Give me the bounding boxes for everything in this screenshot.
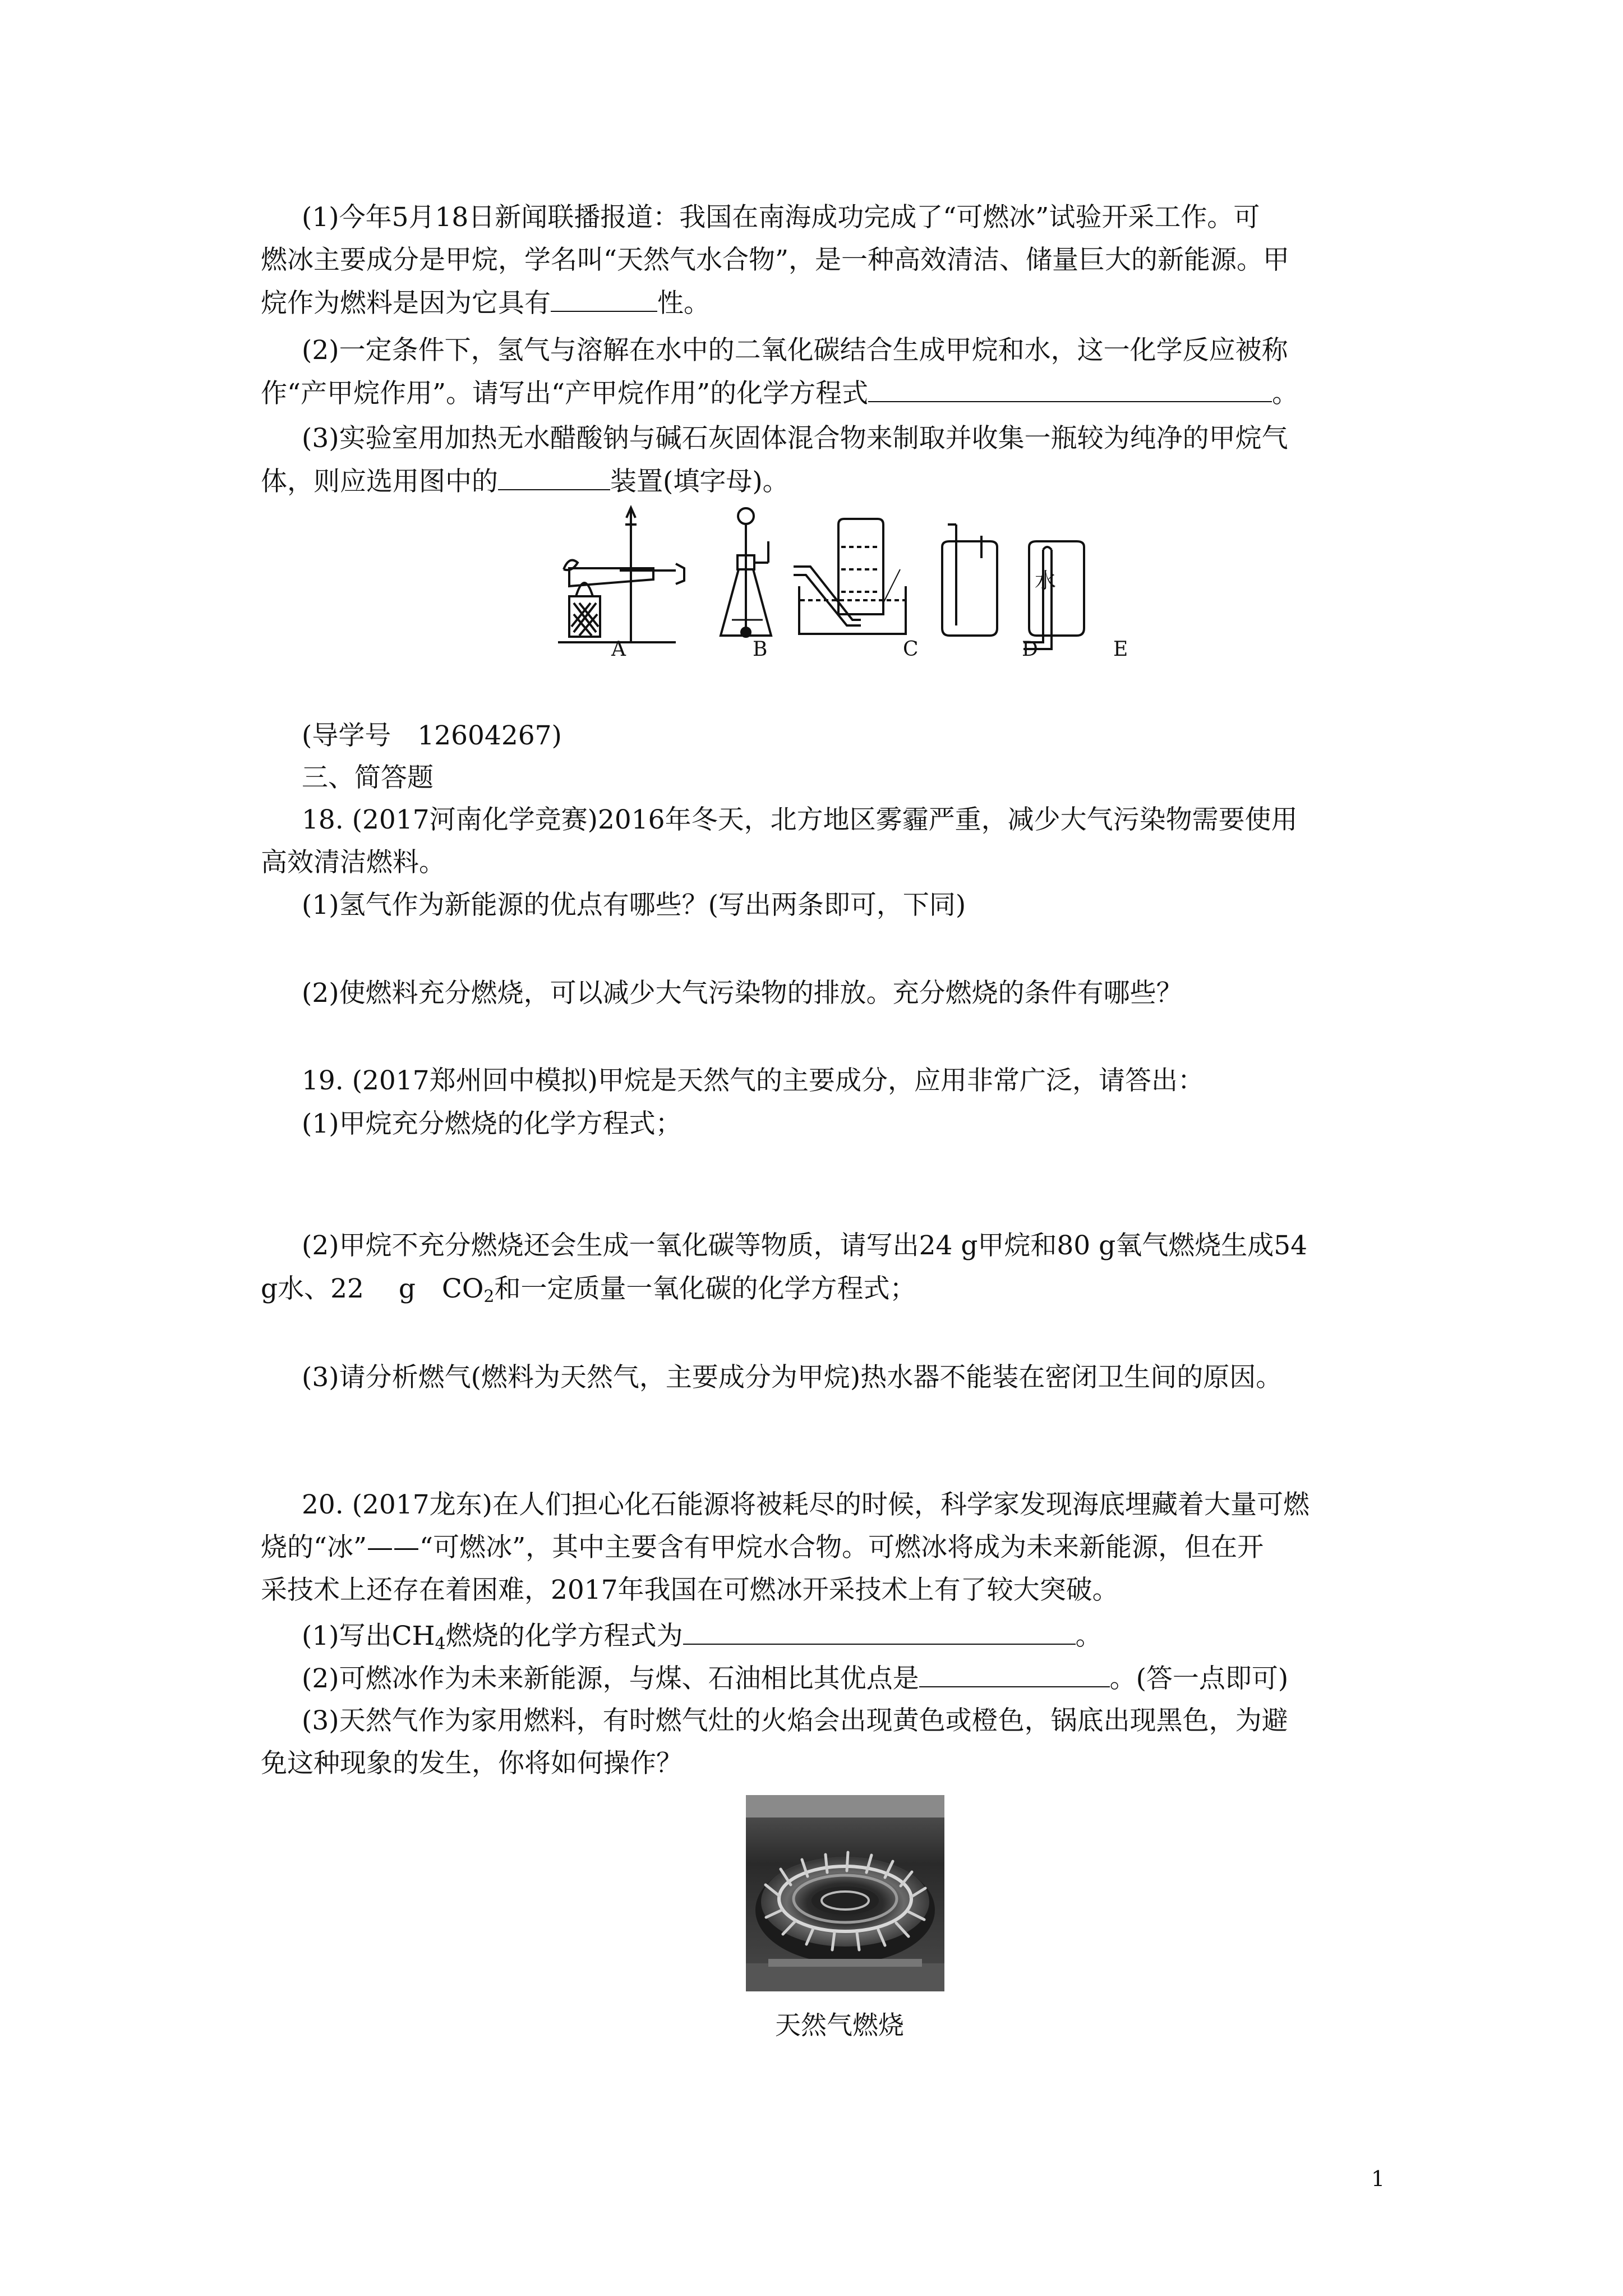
water-label: 水: [1035, 568, 1057, 593]
q17-part3-line1: (3)实验室用加热无水醋酸钠与碱石灰固体混合物来制取并收集一瓶较为纯净的甲烷气: [302, 423, 1288, 454]
q20-sub3-line1: (3)天然气作为家用燃料，有时燃气灶的火焰会出现黄色或橙色，锅底出现黑色，为避: [302, 1705, 1288, 1736]
q20-line2: 烧的“冰”——“可燃冰”，其中主要含有甲烷水合物。可燃冰将成为未来新能源，但在开: [261, 1532, 1264, 1563]
apparatus-c-icon: [794, 519, 906, 634]
q17-part1-line3: [261, 286, 710, 320]
q20-sub3-line2: 免这种现象的发生，你将如何操作？: [261, 1748, 683, 1779]
answer-blank-1[interactable]: [551, 286, 657, 312]
label-b: B: [753, 638, 768, 661]
q19-sub2-line2: [261, 1272, 916, 1306]
q17-part1-line2: 燃冰主要成分是甲烷，学名叫“天然气水合物”，是一种高效清洁、储量巨大的新能源。甲: [261, 245, 1290, 275]
label-d: D: [1022, 638, 1038, 661]
apparatus-d-icon: [942, 524, 997, 636]
q20-sub1: [302, 1619, 1102, 1653]
page-number: 1: [1371, 2166, 1385, 2191]
label-a: A: [611, 638, 626, 661]
q19-sub2-line1: (2)甲烷不充分燃烧还会生成一氧化碳等物质，请写出24 g甲烷和80 g氧气燃烧生成54: [302, 1230, 1308, 1261]
q17-part3-text: 体，则应选用图中的: [261, 466, 498, 497]
answer-blank-4[interactable]: [683, 1619, 1076, 1645]
q17-part3-suffix: 装置(填字母)。: [610, 466, 789, 497]
section-title: 三、简答题: [302, 762, 434, 793]
q20-sub1-suffix: 。: [1075, 1621, 1102, 1651]
q18-line2: 高效清洁燃料。: [261, 847, 445, 878]
q20-sub2-text: (2)可燃冰作为未来新能源，与煤、石油相比其优点是: [302, 1663, 919, 1694]
q18-sub2: (2)使燃料充分燃烧，可以减少大气污染物的排放。充分燃烧的条件有哪些？: [302, 978, 1183, 1009]
q20-sub1-text: (1)写出CH: [302, 1621, 435, 1651]
label-c: C: [903, 638, 919, 661]
apparatus-diagram: [547, 502, 1147, 670]
guide-number: (导学号 12604267): [302, 720, 562, 751]
answer-blank-5[interactable]: [919, 1662, 1110, 1687]
answer-blank-3[interactable]: [498, 464, 610, 490]
q20-sub2-suffix: 。(答一点即可): [1109, 1663, 1289, 1694]
q20-line1: 20. (2017龙东)在人们担心化石能源将被耗尽的时候，科学家发现海底埋藏着大量可燃: [302, 1489, 1310, 1520]
q19-sub2-rest: 和一定质量一氧化碳的化学方程式；: [494, 1273, 916, 1304]
q18-line1: 18. (2017河南化学竞赛)2016年冬天，北方地区雾霾严重，减少大气污染物需要使用: [302, 804, 1298, 835]
q17-part1-text: 烷作为燃料是因为它具有: [261, 288, 551, 319]
q19-sub3: (3)请分析燃气(燃料为天然气，主要成分为甲烷)热水器不能装在密闭卫生间的原因。: [302, 1362, 1283, 1393]
apparatus-a-icon: [558, 508, 684, 642]
q17-part2-line1: (2)一定条件下，氢气与溶解在水中的二氧化碳结合生成甲烷和水，这一化学反应被称: [302, 335, 1288, 366]
q19-sub1: (1)甲烷充分燃烧的化学方程式；: [302, 1108, 682, 1139]
label-e: E: [1113, 638, 1128, 661]
q20-sub1-text2: 燃烧的化学方程式为: [445, 1621, 683, 1651]
subscript-2: 2: [483, 1287, 495, 1306]
image-caption: 天然气燃烧: [775, 2010, 904, 2040]
q17-part3-line2: [261, 464, 789, 499]
q19-sub2-text: g水、22 g CO: [261, 1273, 484, 1304]
q17-part1-suffix: 性。: [657, 288, 710, 319]
q18-sub1: (1)氢气作为新能源的优点有哪些？(写出两条即可，下同): [302, 890, 966, 921]
subscript-4: 4: [435, 1634, 446, 1654]
q17-part2-suffix: 。: [1272, 378, 1299, 409]
q17-part2-text: 作“产甲烷作用”。请写出“产甲烷作用”的化学方程式: [261, 378, 869, 409]
q20-line3: 采技术上还存在着困难，2017年我国在可燃冰开采技术上有了较大突破。: [261, 1575, 1119, 1605]
answer-blank-2[interactable]: [868, 376, 1272, 402]
q17-part2-line2: [261, 376, 1298, 411]
q19-line1: 19. (2017郑州回中模拟)甲烷是天然气的主要成分，应用非常广泛，请答出：: [302, 1065, 1204, 1096]
gas-stove-flame-image: [746, 1795, 944, 1991]
apparatus-b-icon: [721, 508, 771, 637]
q20-sub2: [302, 1662, 1288, 1696]
q17-part1-line1: (1)今年5月18日新闻联播报道：我国在南海成功完成了“可燃冰”试验开采工作。可: [302, 202, 1260, 233]
